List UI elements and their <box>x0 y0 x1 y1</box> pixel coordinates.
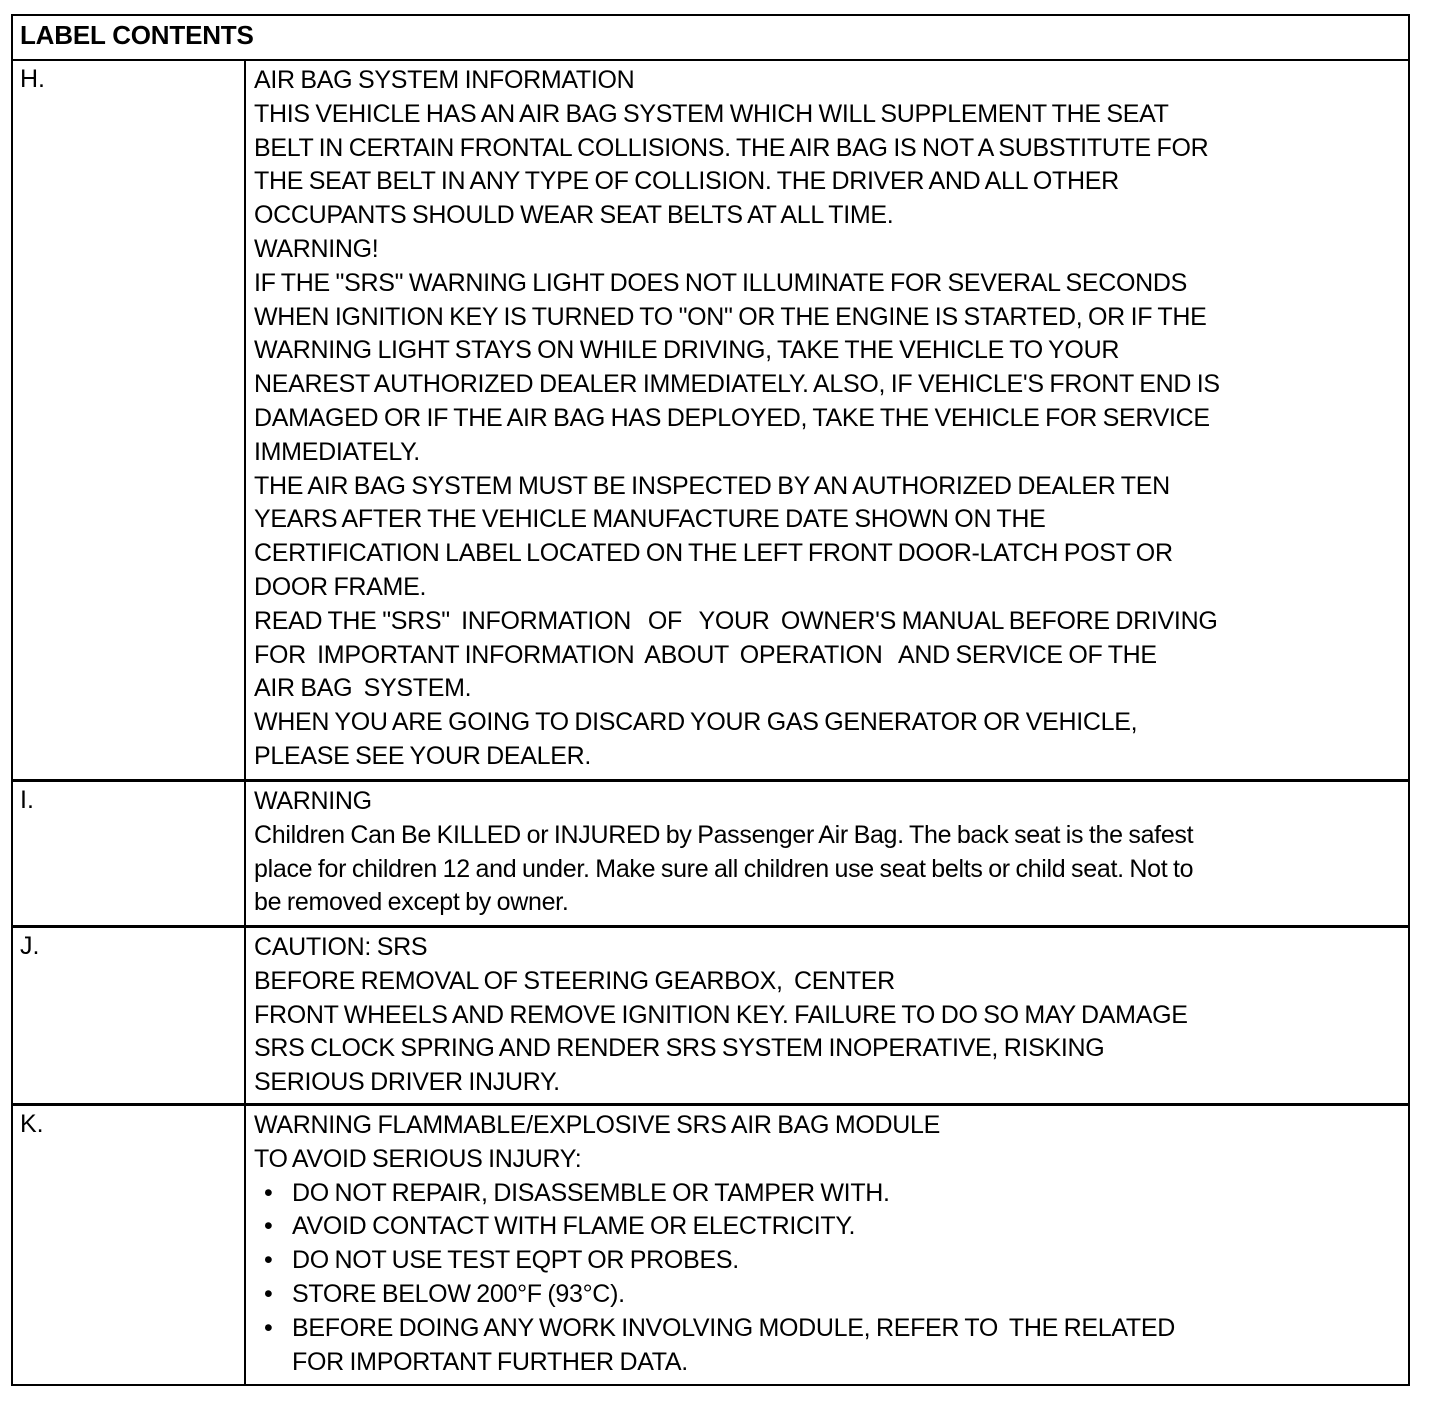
text-line: THE AIR BAG SYSTEM MUST BE INSPECTED BY AN AUTHORIZED DEALER TEN <box>254 471 1170 500</box>
text-line: AIR BAG SYSTEM INFORMATION <box>254 66 635 94</box>
list-item-text: DO NOT REPAIR, DISASSEMBLE OR TAMPER WITH. <box>292 1178 890 1207</box>
bullet-icon: • <box>264 1178 273 1207</box>
text-line: BEFORE REMOVAL OF STEERING GEARBOX, CENTER <box>254 966 895 995</box>
row-code: H. <box>20 65 45 93</box>
text-line: place for children 12 and under. Make sure all children use seat belts or child seat. Not to <box>254 854 1194 883</box>
text-line: CERTIFICATION LABEL LOCATED ON THE LEFT FRONT DOOR-LATCH POST OR <box>254 539 1173 568</box>
column-divider <box>244 782 246 925</box>
bullet-icon: • <box>264 1212 273 1241</box>
row-code: K. <box>20 1110 44 1138</box>
text-line: WARNING! <box>254 234 379 263</box>
list-item <box>254 1312 1402 1346</box>
text-line: DAMAGED OR IF THE AIR BAG HAS DEPLOYED, TAKE THE VEHICLE FOR SERVICE <box>254 403 1210 432</box>
list-item <box>254 1177 1402 1211</box>
column-divider <box>244 1106 246 1386</box>
text-line: Children Can Be KILLED or INJURED by Passenger Air Bag. The back seat is the safest <box>254 820 1194 849</box>
text-line: THIS VEHICLE HAS AN AIR BAG SYSTEM WHICH WILL SUPPLEMENT THE SEAT <box>254 99 1169 128</box>
text-line: WARNING FLAMMABLE/EXPLOSIVE SRS AIR BAG MODULE <box>254 1111 940 1139</box>
table-row-h <box>13 61 1408 782</box>
column-divider <box>244 928 246 1103</box>
text-line: PLEASE SEE YOUR DEALER. <box>254 741 591 770</box>
list-item-continuation <box>254 1346 1402 1380</box>
list-item <box>254 1244 1402 1278</box>
row-code: J. <box>20 932 40 960</box>
bullet-icon: • <box>264 1313 273 1342</box>
table-row-j <box>13 928 1408 1106</box>
list-item-text: AVOID CONTACT WITH FLAME OR ELECTRICITY. <box>292 1212 856 1241</box>
text-line: AIR BAG SYSTEM. <box>254 674 472 703</box>
bullet-list <box>254 1177 1402 1380</box>
text-line: IMMEDIATELY. <box>254 437 420 466</box>
row-content <box>254 1109 1402 1379</box>
list-item <box>254 1278 1402 1312</box>
text-line: THE SEAT BELT IN ANY TYPE OF COLLISION. THE DRIVER AND ALL OTHER <box>254 167 1119 196</box>
text-line: READ THE "SRS" INFORMATION OF YOUR OWNER'S MANUAL BEFORE DRIVING <box>254 606 1218 635</box>
row-content <box>254 931 1402 1100</box>
list-item-text: DO NOT USE TEST EQPT OR PROBES. <box>292 1246 739 1275</box>
list-item-text: FOR IMPORTANT FURTHER DATA. <box>292 1347 688 1376</box>
row-content <box>254 64 1402 774</box>
label-contents-table <box>11 14 1410 1386</box>
text-line: OCCUPANTS SHOULD WEAR SEAT BELTS AT ALL TIME. <box>254 201 894 230</box>
text-line: NEAREST AUTHORIZED DEALER IMMEDIATELY. ALSO, IF VEHICLE'S FRONT END IS <box>254 370 1220 399</box>
row-content <box>254 785 1402 920</box>
text-line: TO AVOID SERIOUS INJURY: <box>254 1144 582 1173</box>
text-line: YEARS AFTER THE VEHICLE MANUFACTURE DATE SHOWN ON THE <box>254 505 1046 534</box>
table-row-k <box>13 1106 1408 1386</box>
text-line: BELT IN CERTAIN FRONTAL COLLISIONS. THE AIR BAG IS NOT A SUBSTITUTE FOR <box>254 133 1209 162</box>
text-line: IF THE "SRS" WARNING LIGHT DOES NOT ILLUMINATE FOR SEVERAL SECONDS <box>254 268 1188 297</box>
text-line: WARNING <box>254 787 372 815</box>
bullet-icon: • <box>264 1246 273 1275</box>
table-row-i <box>13 782 1408 928</box>
bullet-icon: • <box>264 1279 273 1308</box>
table-title: LABEL CONTENTS <box>20 20 254 50</box>
text-line: SRS CLOCK SPRING AND RENDER SRS SYSTEM INOPERATIVE, RISKING <box>254 1034 1105 1063</box>
list-item <box>254 1210 1402 1244</box>
text-line: FOR IMPORTANT INFORMATION ABOUT OPERATION AND SERVICE OF THE <box>254 640 1157 669</box>
text-line: WARNING LIGHT STAYS ON WHILE DRIVING, TAKE THE VEHICLE TO YOUR <box>254 336 1120 365</box>
table-header <box>13 16 1408 61</box>
text-line: FRONT WHEELS AND REMOVE IGNITION KEY. FAILURE TO DO SO MAY DAMAGE <box>254 1000 1188 1029</box>
text-line: SERIOUS DRIVER INJURY. <box>254 1068 560 1097</box>
text-line: WHEN IGNITION KEY IS TURNED TO "ON" OR THE ENGINE IS STARTED, OR IF THE <box>254 302 1207 331</box>
text-line: DOOR FRAME. <box>254 572 427 601</box>
text-line: CAUTION: SRS <box>254 933 428 961</box>
row-code: I. <box>20 786 34 814</box>
column-divider <box>244 61 246 779</box>
list-item-text: BEFORE DOING ANY WORK INVOLVING MODULE, REFER TO THE RELATED <box>292 1313 1175 1342</box>
list-item-text: STORE BELOW 200°F (93°C). <box>292 1279 625 1308</box>
text-line: WHEN YOU ARE GOING TO DISCARD YOUR GAS GENERATOR OR VEHICLE, <box>254 708 1138 737</box>
text-line: be removed except by owner. <box>254 888 569 917</box>
